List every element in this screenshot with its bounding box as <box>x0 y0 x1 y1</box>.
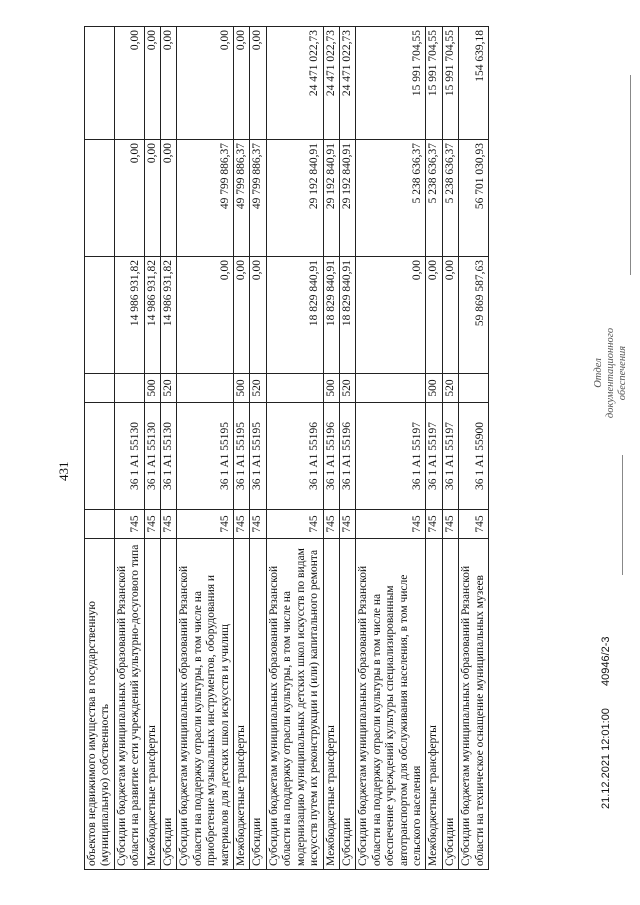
cell-name: Субсидии <box>161 539 177 870</box>
cell-amount-1: 18 829 840,91 <box>323 257 339 374</box>
cell-expense-type <box>266 374 323 403</box>
cell-dept: 745 <box>266 510 323 539</box>
table-row <box>177 27 234 870</box>
cell-target-code: 36 1 A1 55900 <box>459 403 489 510</box>
cell-amount-3: 0,00 <box>144 27 160 140</box>
table-row <box>144 27 160 870</box>
cell-target-code: 36 1 A1 55130 <box>114 403 144 510</box>
scan-artifact <box>630 75 631 275</box>
cell-amount-1: 0,00 <box>177 257 234 374</box>
cell-amount-1: 0,00 <box>442 257 458 374</box>
cell-amount-1: 18 829 840,91 <box>339 257 355 374</box>
cell-target-code: 36 1 A1 55197 <box>426 403 442 510</box>
table-row <box>114 27 144 870</box>
cell-amount-3: 0,00 <box>177 27 234 140</box>
cell-target-code: 36 1 A1 55196 <box>266 403 323 510</box>
cell-amount-1: 14 986 931,82 <box>161 257 177 374</box>
table-row <box>356 27 426 870</box>
cell-target-code: 36 1 A1 55197 <box>442 403 458 510</box>
cell-expense-type: 520 <box>442 374 458 403</box>
table-row <box>250 27 266 870</box>
cell-name: Субсидии <box>339 539 355 870</box>
cell-amount-2: 5 238 636,37 <box>356 140 426 257</box>
cell-expense-type: 520 <box>161 374 177 403</box>
cell-amount-3: 0,00 <box>161 27 177 140</box>
cell-target-code: 36 1 A1 55196 <box>339 403 355 510</box>
cell-expense-type <box>114 374 144 403</box>
cell-target-code: 36 1 A1 55197 <box>356 403 426 510</box>
cell-name: Межбюджетные трансферты <box>426 539 442 870</box>
cell-name: Субсидии бюджетам муниципальных образований Рязанской области на техническое оснащение муниципальных музеев <box>459 539 489 870</box>
budget-table <box>84 26 489 870</box>
cell-amount-3: 15 991 704,55 <box>356 27 426 140</box>
cell-amount-1: 0,00 <box>250 257 266 374</box>
footer-timestamp: 21.12.2021 12:01:00 <box>600 708 612 809</box>
cell-amount-1: 14 986 931,82 <box>144 257 160 374</box>
cell-name: Субсидии бюджетам муниципальных образований Рязанской области на поддержку отрасли культуры, в том числе на модернизацию муниципальных детских школ искусств по видам искусств путем их реконструкции и (или) капитального ремонта <box>266 539 323 870</box>
cell-expense-type <box>85 374 115 403</box>
cell-amount-2: 49 799 886,37 <box>250 140 266 257</box>
cell-dept: 745 <box>161 510 177 539</box>
cell-name: Субсидии бюджетам муниципальных образований Рязанской области на поддержку отрасли культуры, в том числе на приобретение музыкальных инструментов, оборудования и материалов для детских школ искусств и училищ <box>177 539 234 870</box>
cell-expense-type <box>356 374 426 403</box>
cell-amount-2 <box>85 140 115 257</box>
cell-name: Субсидии <box>442 539 458 870</box>
cell-amount-2: 0,00 <box>114 140 144 257</box>
cell-dept: 745 <box>426 510 442 539</box>
cell-expense-type: 500 <box>323 374 339 403</box>
table-row <box>234 27 250 870</box>
cell-amount-2: 49 799 886,37 <box>234 140 250 257</box>
cell-amount-3: 15 991 704,55 <box>426 27 442 140</box>
table-row <box>426 27 442 870</box>
table-row <box>459 27 489 870</box>
cell-target-code <box>85 403 115 510</box>
cell-dept: 745 <box>234 510 250 539</box>
table-row <box>266 27 323 870</box>
cell-amount-2: 29 192 840,91 <box>323 140 339 257</box>
cell-dept: 745 <box>323 510 339 539</box>
cell-dept: 745 <box>114 510 144 539</box>
table-row <box>161 27 177 870</box>
cell-dept: 745 <box>144 510 160 539</box>
cell-expense-type: 500 <box>234 374 250 403</box>
department-stamp <box>593 318 629 428</box>
cell-name: Межбюджетные трансферты <box>234 539 250 870</box>
cell-expense-type: 520 <box>339 374 355 403</box>
cell-expense-type <box>177 374 234 403</box>
cell-amount-3: 24 471 022,73 <box>266 27 323 140</box>
cell-target-code: 36 1 A1 55130 <box>161 403 177 510</box>
cell-name: Межбюджетные трансферты <box>323 539 339 870</box>
cell-name: Субсидии бюджетам муниципальных образований Рязанской области на развитие сети учреждений культурно-досугового типа <box>114 539 144 870</box>
cell-amount-1 <box>85 257 115 374</box>
cell-amount-3: 0,00 <box>234 27 250 140</box>
cell-name: Субсидии бюджетам муниципальных образований Рязанской области на поддержку отрасли культуры в том числе на обеспечение учреждений культуры специализированным автотранспортом для обслуживания населения, в том числе сельского населения <box>356 539 426 870</box>
cell-name: Межбюджетные трансферты <box>144 539 160 870</box>
cell-name: Субсидии <box>250 539 266 870</box>
cell-amount-1: 59 869 587,63 <box>459 257 489 374</box>
cell-amount-2: 5 238 636,37 <box>442 140 458 257</box>
cell-amount-3: 24 471 022,73 <box>323 27 339 140</box>
cell-expense-type <box>459 374 489 403</box>
table-row <box>85 27 115 870</box>
scan-artifact <box>622 455 623 575</box>
cell-amount-2: 56 701 030,93 <box>459 140 489 257</box>
cell-amount-3: 24 471 022,73 <box>339 27 355 140</box>
cell-amount-2: 29 192 840,91 <box>339 140 355 257</box>
cell-dept: 745 <box>177 510 234 539</box>
cell-target-code: 36 1 A1 55130 <box>144 403 160 510</box>
table-row <box>323 27 339 870</box>
cell-amount-1: 18 829 840,91 <box>266 257 323 374</box>
cell-expense-type: 520 <box>250 374 266 403</box>
cell-name: объектов недвижимого имущества в государственную (муниципальную) собственность <box>85 539 115 870</box>
page-number: 431 <box>56 461 71 481</box>
cell-expense-type: 500 <box>426 374 442 403</box>
cell-target-code: 36 1 A1 55195 <box>250 403 266 510</box>
cell-amount-1: 0,00 <box>234 257 250 374</box>
cell-target-code: 36 1 A1 55196 <box>323 403 339 510</box>
cell-amount-3: 15 991 704,55 <box>442 27 458 140</box>
cell-dept: 745 <box>459 510 489 539</box>
cell-target-code: 36 1 A1 55195 <box>234 403 250 510</box>
cell-amount-2: 0,00 <box>161 140 177 257</box>
stamp-line-1: Отдел документационного <box>593 327 616 419</box>
cell-amount-1: 0,00 <box>356 257 426 374</box>
cell-amount-2: 0,00 <box>144 140 160 257</box>
cell-amount-2: 29 192 840,91 <box>266 140 323 257</box>
cell-amount-1: 14 986 931,82 <box>114 257 144 374</box>
cell-dept <box>85 510 115 539</box>
stamp-line-2: обеспечения <box>617 345 628 401</box>
cell-target-code: 36 1 A1 55195 <box>177 403 234 510</box>
cell-dept: 745 <box>442 510 458 539</box>
cell-dept: 745 <box>356 510 426 539</box>
cell-amount-2: 49 799 886,37 <box>177 140 234 257</box>
cell-dept: 745 <box>339 510 355 539</box>
cell-amount-3 <box>85 27 115 140</box>
table-row <box>442 27 458 870</box>
footer-doc-code: 40946/2-3 <box>600 636 612 686</box>
cell-expense-type: 500 <box>144 374 160 403</box>
cell-amount-2: 5 238 636,37 <box>426 140 442 257</box>
cell-amount-3: 0,00 <box>250 27 266 140</box>
cell-amount-3: 0,00 <box>114 27 144 140</box>
table-row <box>339 27 355 870</box>
cell-amount-3: 154 639,18 <box>459 27 489 140</box>
budget-table-body <box>85 27 489 870</box>
cell-amount-1: 0,00 <box>426 257 442 374</box>
cell-dept: 745 <box>250 510 266 539</box>
